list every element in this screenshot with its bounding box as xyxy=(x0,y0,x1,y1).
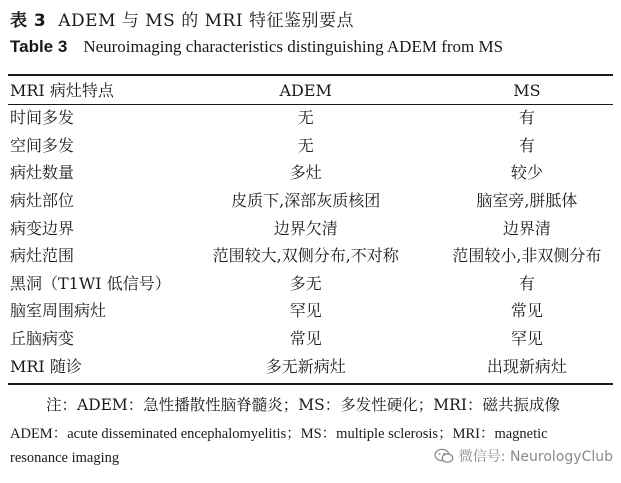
table-row xyxy=(8,159,613,187)
table-row xyxy=(8,132,613,160)
caption-cn-label: 表 3 xyxy=(10,11,47,31)
row-ms: 有 xyxy=(518,273,535,293)
wechat-icon xyxy=(434,448,454,464)
table-row xyxy=(8,214,613,242)
row-feature: 丘脑病变 xyxy=(10,329,75,349)
row-adem: 边界欠清 xyxy=(273,218,338,238)
row-adem: 多灶 xyxy=(289,163,322,183)
row-feature: 病灶部位 xyxy=(10,191,75,211)
row-adem: 罕见 xyxy=(289,301,322,321)
row-ms: 脑室旁,胼胝体 xyxy=(476,191,578,211)
table-row xyxy=(8,297,613,325)
caption-en-label: Table 3 xyxy=(10,37,68,56)
row-adem: 无 xyxy=(297,135,314,155)
row-adem: 范围较大,双侧分布,不对称 xyxy=(212,246,399,266)
table-row xyxy=(8,104,613,132)
caption-cn-title: ADEM 与 MS 的 MRI 特征鉴别要点 xyxy=(58,11,354,31)
comparison-table xyxy=(8,76,613,380)
header-ms: MS xyxy=(513,80,541,100)
row-feature: 病变边界 xyxy=(10,218,75,238)
row-feature: MRI 随诊 xyxy=(10,356,82,376)
table-bottom-rule xyxy=(8,383,613,385)
row-ms: 出现新病灶 xyxy=(486,356,567,376)
row-ms: 边界清 xyxy=(502,218,551,238)
footnote-chinese: 注：ADEM：急性播散性脑脊髓炎；MS：多发性硬化；MRI：磁共振成像 xyxy=(46,396,560,414)
row-adem: 多无 xyxy=(289,273,322,293)
row-ms: 较少 xyxy=(510,163,543,183)
row-ms: 罕见 xyxy=(510,329,543,349)
wechat-watermark xyxy=(434,446,613,466)
table-row xyxy=(8,270,613,298)
table-row xyxy=(8,325,613,353)
row-feature: 病灶范围 xyxy=(10,246,75,266)
row-adem: 无 xyxy=(297,108,314,128)
row-ms: 有 xyxy=(518,135,535,155)
footnote-english-line2: resonance imaging xyxy=(10,450,120,466)
table-row xyxy=(8,187,613,215)
header-feature: MRI 病灶特点 xyxy=(10,80,114,100)
row-ms: 范围较小,非双侧分布 xyxy=(452,246,602,266)
row-feature: 时间多发 xyxy=(10,108,75,128)
row-feature: 病灶数量 xyxy=(10,163,75,183)
row-feature: 脑室周围病灶 xyxy=(10,301,107,321)
row-adem: 多无新病灶 xyxy=(265,356,346,376)
watermark-text: 微信号: NeurologyClub xyxy=(458,449,613,465)
row-feature: 空间多发 xyxy=(10,135,75,155)
footnote-english-line1: ADEM：acute disseminated encephalomyelitis；MS：multiple sclerosis；MRI：magnetic xyxy=(10,426,548,442)
table-row xyxy=(8,352,613,380)
row-ms: 有 xyxy=(518,108,535,128)
row-adem: 常见 xyxy=(289,329,322,349)
row-ms: 常见 xyxy=(510,301,543,321)
caption-chinese xyxy=(10,6,354,31)
row-adem: 皮质下,深部灰质核团 xyxy=(231,191,381,211)
caption-english xyxy=(10,37,503,57)
table-row xyxy=(8,242,613,270)
table-header-row xyxy=(8,76,613,104)
row-feature: 黑洞（T1WI 低信号） xyxy=(10,273,171,293)
caption-en-title: Neuroimaging characteristics distinguishing ADEM from MS xyxy=(83,37,504,56)
header-adem: ADEM xyxy=(279,80,332,100)
